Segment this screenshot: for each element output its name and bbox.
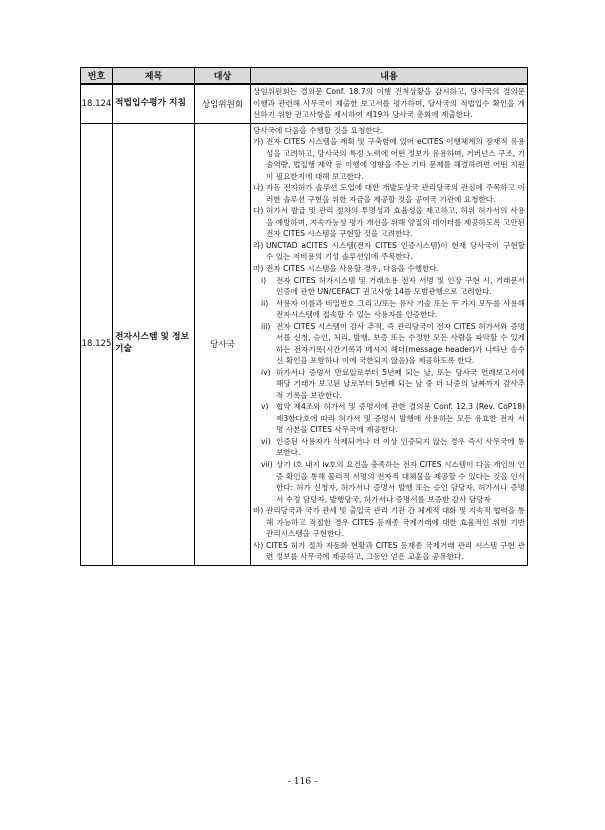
list-item — [253, 136, 525, 182]
page-number: - 116 - — [288, 777, 317, 787]
sub-list-text: 전자 CITES 허가시스템 및 거래소용 전자 서명 및 인장 구현 시, 거래문서 인증에 관한 UN/CEFACT 권고사항 14를 모범관행으로 고려한다. — [276, 275, 525, 297]
sub-list-marker: iii) — [261, 321, 271, 331]
list-item — [253, 182, 525, 205]
list-text: UNCTAD aCITES 시스템(전자 CITES 인증시스템)이 현재 당사국이 구현할 수 있는 저비용의 기성 솔루션임에 주목한다. — [266, 240, 525, 262]
content-intro: 당사국에 다음을 수행할 것을 요청한다. — [253, 125, 383, 135]
sub-list-text: 상기 i호 내지 iv호의 요건을 충족하는 전자 CITES 시스템이 다음 개인의 인증 확인을 통해 물리적 서명의 전자적 대체물을 제공할 수 있다는 것을 인식한다: 허가 신청자, 허가서나 증명서 발행 또는 승인 담당자, 허가서나 증명서 수정 담당자, 발행당국, 허가서나 증명서를 보증한 감사 담당자 — [276, 460, 525, 504]
row-number: 18.125 — [81, 123, 113, 565]
list-item — [253, 240, 525, 263]
sub-list-marker: vii) — [261, 460, 273, 469]
sub-list-text: 전자 CITES 시스템이 감사 추적, 즉 관리당국이 전자 CITES 허가서와 증명서를 신청, 승인, 처리, 발행, 보증 또는 수정한 모든 사람을 파악할 수 있게 하는 전자기록(시간기록과 메시지 헤더(message header)가 나타난 송수신 확인을 포함하나 이에 국한되지 않음)을 제공하도록 한다. — [276, 321, 525, 366]
list-marker: 다) — [253, 206, 264, 216]
header-number: 번호 — [81, 68, 113, 85]
table-row — [81, 123, 528, 565]
table-header-row — [81, 68, 528, 85]
sub-list-text: 협약 제4조와 허가서 및 증명서에 관한 결의문 Conf. 12.3 (Rev. CoP18) 제3항다호에 따라 허가서 및 증명서 발행에 사용하는 모든 유효한 전자 서명 사본을 CITES 사무국에 제공한다. — [276, 402, 525, 435]
sub-list-item — [253, 367, 525, 402]
content-paragraph: 상임위원회는 결의문 Conf. 18.7의 이행 진척상황을 감시하고, 당사국의 결의문 이행과 관련해 사무국이 제출한 보고서를 평가하며, 당사국의 적법입수 확인을 개선하기 위한 권고사항을 제시하여 제19차 당사국 총회에 제출한다. — [253, 87, 525, 120]
list-item — [253, 205, 525, 240]
list-text: CITES 허가 절차 자동화 현황과 CITES 등재종 국제거래 관리 시스템 구현 관련 정보를 사무국에 제공하고, 그동안 얻은 교훈을 공유한다. — [266, 540, 525, 562]
sub-list-text: 사용자 이름과 비밀번호 그리고/또는 유사 기술 또는 두 가지 모두를 사용해 전자시스템에 접속할 수 있는 사용자를 인증한다. — [276, 298, 525, 320]
sub-list-text: 인증된 사용자가 삭제되거나 더 이상 인증되지 않는 경우 즉시 사무국에 통보한다. — [276, 436, 525, 458]
sub-list-marker: iv) — [261, 367, 271, 377]
row-target: 상임위원회 — [195, 84, 251, 123]
list-item — [253, 505, 525, 540]
header-target: 대상 — [195, 68, 251, 85]
sub-list-item — [253, 321, 525, 367]
header-content: 내용 — [251, 68, 528, 85]
row-content — [251, 123, 528, 565]
list-text: 전자 CITES 시스템을 사용할 경우, 다음을 수행한다. — [266, 263, 440, 273]
row-target: 당사국 — [195, 123, 251, 565]
row-title: 적법입수평가 지침 — [113, 84, 195, 123]
list-marker: 바) — [253, 506, 264, 516]
row-content — [251, 84, 528, 123]
sub-list-item — [253, 401, 525, 436]
list-marker: 가) — [253, 137, 264, 147]
row-number: 18.124 — [81, 84, 113, 123]
list-text: 전자 CITES 시스템을 계획 및 구축함에 있어 eCITES 이행체계의 잠재적 유용성을 고려하고, 당사국의 특정 노력에 어떤 정보가 유용하며, 거버넌스 구조, 기술역량, 법집행 제약 등 이행에 영향을 주는 기타 문제를 해결하려면 어떤 지원이 필요한지에 대해 보고한다. — [266, 137, 525, 181]
list-text: 허가서 발급 및 관리 절차의 투명성과 효율성을 제고하고, 허위 허가서의 사용을 예방하며, 지속가능성 평가 개선을 위해 양질의 데이터를 제공하도록 고안된 전자 CITES 시스템을 구현할 것을 고려한다. — [266, 206, 525, 239]
sub-list-item — [253, 436, 525, 459]
sub-list-text: 허가서나 증명서 만료일로부터 5년째 되는 날, 또는 당사국 연례보고서에 해당 거래가 보고된 날로부터 5년째 되는 날 중 더 나중의 날짜까지 감사추적 기록을 보관한다. — [276, 367, 525, 400]
list-marker: 사) — [253, 540, 264, 550]
sub-list-marker: i) — [261, 275, 267, 285]
list-marker: 마) — [253, 263, 264, 273]
list-text: 관리당국과 국가 관세 및 출입국 관리 기관 간 체계적 대화 및 지속적 협력을 통해 가능하고 적절한 경우 CITES 등재종 국제거래에 대한 효율적인 위험 기반 관리시스템을 구현한다. — [266, 506, 525, 539]
list-item — [253, 263, 525, 275]
resolution-table — [80, 67, 528, 566]
list-marker: 라) — [253, 240, 264, 250]
row-title: 전자시스템 및 정보기술 — [113, 123, 195, 565]
list-item — [253, 540, 525, 563]
sub-list-marker: v) — [261, 402, 269, 412]
list-marker: 나) — [253, 183, 264, 193]
sub-list-item — [253, 275, 525, 298]
header-title: 제목 — [113, 68, 195, 85]
sub-list-item — [253, 459, 525, 505]
sub-list-marker: vi) — [261, 436, 271, 446]
sub-list-marker: ii) — [261, 298, 269, 308]
sub-list-item — [253, 298, 525, 321]
table-row — [81, 84, 528, 123]
list-text: 자동 전자허가 솔루션 도입에 대한 개발도상국 관리당국의 관심에 주목하고 이러한 솔루션 구현을 위한 자금을 제공할 것을 공여국 기관에 요청한다. — [266, 183, 525, 204]
